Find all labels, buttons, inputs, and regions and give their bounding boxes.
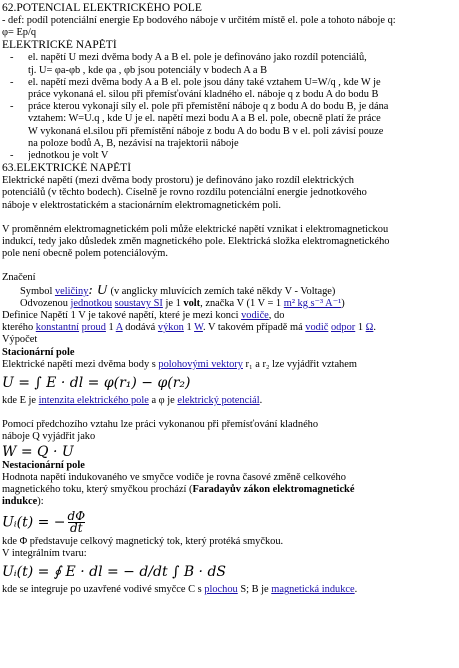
document [2,2,457,596]
equation-faraday [2,508,457,535]
link-ohm[interactable]: Ω [365,322,374,334]
znaceni-heading: Značení [2,272,36,284]
list-item [20,298,457,310]
equation-integral: Uᵢ(t) = ∮ E · dl = − d/dt ∫ B · dS [2,563,227,580]
faraday-law: indukce [2,496,38,508]
napeti-heading: ELEKTRICKÉ NAPĚTÍ [2,39,117,52]
paragraph-text: náboje v elektrostatickém a stacionárním elektromagnetickém poli. [2,199,282,211]
text: S; B je [237,583,272,595]
link-vykon[interactable]: výkon [157,322,184,334]
paragraph-text: pole není obecně polem potenciálovým. [2,248,168,260]
napeti-list [2,52,457,162]
list-item-text: vztahem: W=U.q , kde U je el. napětí mezi bodu A a B el. pole, obecně platí že práce [28,113,381,125]
link-konstantni[interactable]: konstantní [35,322,80,334]
text: magnetického toku, který smyčkou prochází ( [2,484,193,496]
link-jednotkou[interactable]: jednotkou [70,297,113,309]
equation-lhs: Uᵢ(t) = − [2,514,66,530]
prace-text: Pomocí předchozího vztahu lze práci vykonanou při přemísťování kladného [2,419,319,431]
list-item-text: - el. napětí U mezi dvěma body A a B el. pole je definováno jako rozdíl potenciálů, [28,52,367,64]
last-line [2,584,457,596]
link-units[interactable]: m² kg s⁻³ A⁻¹ [283,297,342,309]
paragraph-text: Elektrické napětí (mezi dvěma body prostoru) je definováno jako rozdíl elektrických [2,175,354,187]
list-item-text: na poloze bodů A, B, nezávisí na trajektorii náboje [28,137,239,149]
text: Elektrické napětí mezi dvěma body s [2,358,159,370]
list-item [28,150,457,162]
list-item-text: W vykonaná el.silou při přemístění náboje z bodu A do bodu B v el. poli závisí pouze [28,125,384,137]
text: . V takovém případě má [202,322,306,334]
paragraph-text: potenciálů (v těchto bodech). Číselně je rovno rozdílu potenciální energie jednotkového [2,187,367,199]
text: 1 [355,322,366,334]
list-item-text: tj. U= φa-φb , kde φa , φb jsou potenciály v bodech A a B [28,64,268,76]
stacionarni-text [2,359,457,371]
heading-63: 63.ELEKTRICKÉ NAPĚTÍ [2,162,132,175]
nestacionarni-text [2,496,457,508]
text: (v anglicky mluvících zemích také někdy V - Voltage) [107,285,336,297]
text: , značka V (1 V = 1 [200,297,284,309]
text: . [354,583,358,595]
text: kde se integruje po uzavřené vodivé smyčce C s [2,583,205,595]
definition-formula: φ= Ep/q [2,27,37,39]
list-item-text: práce vykonaná el. silou při přemísťování kladného el. náboje q z bodu A do bodu B [28,89,379,101]
link-ampere[interactable]: A [115,322,123,334]
definice-line [2,310,457,322]
equation-prace: W = Q · U [2,443,74,460]
symbol: : U [88,284,108,298]
text: Definice Napětí 1 V je takové napětí, které je mezi konci [2,310,242,322]
text: r₁ a r₂ lze vyjádřit vztahem [242,358,357,370]
paragraph-text: V proměnném elektromagnetickém poli může elektrické napětí vznikat i elektromagnetickou [2,223,389,235]
list-item-text: - jednotkou je volt V [28,150,109,162]
kde-line: kde Φ představuje celkový magnetický tok, který protéká smyčkou. [2,535,284,547]
nestacionarni-text [2,484,457,496]
text: 1 [105,322,116,334]
volt-label: volt [183,297,201,309]
paragraph-text: indukcí, tedy jako důsledek změn magnetického pole. Elektrická složka elektromagnetického [2,236,390,248]
fraction [67,508,86,535]
list-item [20,285,457,298]
text: kde E je [2,395,39,407]
link-plochou[interactable]: plochou [204,583,238,595]
kde-line [2,395,457,407]
link-vodic[interactable]: vodič [305,322,329,334]
link-watt[interactable]: W [194,322,203,334]
nestacionarni-text: Hodnota napětí indukovaného ve smyčce vodiče je rovna časové změně celkového [2,471,346,483]
link-vodice[interactable]: vodiče [241,310,269,322]
nestacionarni-heading: Nestacionární pole [2,459,85,471]
link-intenzita[interactable]: intenzita elektrického pole [38,395,149,407]
text: . [373,322,376,334]
znaceni-list [2,285,457,310]
equation-napeti: U = ∫ E · dl = φ(r₁) − φ(r₂) [2,375,191,392]
list-item [28,77,457,101]
faraday-law: Faradayův zákon elektromagnetické [192,484,355,496]
prace-text: náboje Q vyjádřit jako [2,431,96,443]
link-potencial[interactable]: elektrický potenciál [177,395,260,407]
text: 1 [183,322,195,334]
link-polohove-vektory[interactable]: polohovými vektory [158,358,243,370]
text: kterého [2,322,36,334]
link-odpor[interactable]: odpor [330,322,356,334]
text: je 1 [162,297,184,309]
link-proud[interactable]: proud [81,322,106,334]
link-magneticka-indukce[interactable]: magnetická indukce [271,583,355,595]
text: Odvozenou [20,297,71,309]
vypocet-heading: Výpočet [2,334,38,346]
list-item-text: - práce kterou vykonají síly el. pole při přemístění náboje q z bodu A do bodu B, je dána [28,101,389,113]
link-veliciny[interactable]: veličiny [54,285,89,297]
text: Symbol [20,285,55,297]
text: . [259,395,263,407]
link-soustavy-si[interactable]: soustavy SI [114,297,163,309]
definition-line: - def: podíl potenciální energie Ep bodového náboje v určitém místě el. pole a tohoto náboje q: [2,15,396,26]
integral-heading: V integrálním tvaru: [2,547,87,559]
list-item [28,101,457,150]
text: , do [268,310,285,322]
numerator: dΦ [67,508,86,523]
list-item [28,52,457,76]
text: a φ je [148,395,178,407]
list-item-text: - el. napětí mezi dvěma body A a B el. pole jsou dány také vztahem U=W/q , kde W je [28,76,381,88]
stacionarni-heading: Stacionární pole [2,346,75,358]
text: ): [37,496,44,508]
text: dodává [122,322,158,334]
text: ) [341,297,345,309]
heading-62: 62.POTENCIAL ELEKTRICKÉHO POLE [2,2,202,14]
denominator: dt [70,520,83,535]
definice-line [2,322,457,334]
